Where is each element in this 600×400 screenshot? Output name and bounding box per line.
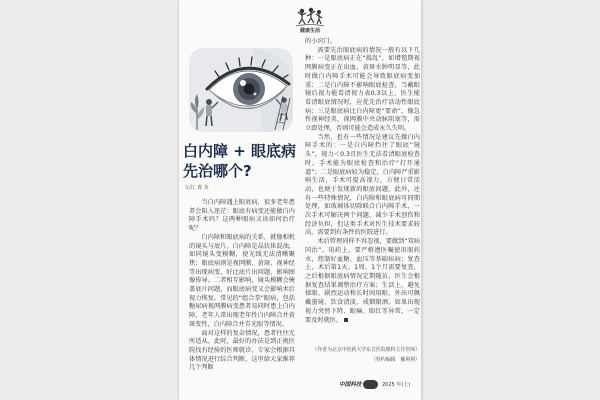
end-square-icon bbox=[344, 318, 348, 322]
magazine-page bbox=[179, 0, 421, 400]
issue-date: 2025 年(上) bbox=[382, 382, 411, 388]
paragraph: 当然，也有一些情况是建议先做白内障手术的：一是白内障挡住了眼底“镜头”，视力＜0.3且医生无法看清眼底检查时，手术能为眼底检查和治疗“打开通道”；二是眼底病较为稳定，白内障严重影响生活，手术可提高视力，方便日常活动，也便于发现新的眼底问题。此外，还有一些特殊情况，白内障和眼底病可同期处理，如玻璃体切除联合白内障手术，一次手术可解决两个问题，减少手术创伤和经济负担，但这类手术对医生技术要求较高，需要到有条件的医院进行。 bbox=[305, 133, 420, 237]
page-footer bbox=[337, 380, 419, 392]
paragraph-continued: 的小窍门。 bbox=[305, 38, 336, 45]
column-logo-text: 健康生活 bbox=[299, 28, 320, 34]
paragraph-last-text: 术后管理同样不容忽视，要做到“双病同治”。用药上，要严格遵医嘱使用眼药水，控制好血糖、血压等基础疾病；复查上，术后第1天、1周、1个月需要复查，之后根据眼底病情况定期随访，医生会根据复查结果调整治疗方案；生活上，避免揉眼、剧烈运动和长时间用眼，外出可佩戴墨镜，饮食清淡，戒烟限酒。如果出现视力突然下降、眼痛、眼红等异常，一定要及时就医。 bbox=[305, 238, 420, 324]
page-number-badge bbox=[363, 380, 378, 389]
magazine-name: 中国科技 bbox=[339, 382, 362, 388]
paragraph: 当白内障遇上眼底病，很多老年患者会陷入迷茫：眼底有病变还能做白内障手术吗？这两种眼病又该如何治疗呢？ bbox=[189, 199, 295, 233]
paragraph-last bbox=[305, 238, 420, 325]
eye-illustration bbox=[183, 44, 296, 134]
article-title-line-2: 先治哪个? bbox=[183, 162, 252, 180]
eye-illustration-icon bbox=[183, 44, 296, 134]
left-text-column bbox=[189, 199, 295, 372]
article-title bbox=[183, 141, 299, 181]
people-cartoon-icon bbox=[295, 6, 325, 28]
author-affiliation-note: （作者为北京中医药大学东方医院眼科主任医师） bbox=[312, 347, 420, 353]
column-logo bbox=[291, 6, 329, 38]
paragraph: 白内障和眼底病的关系，就像相机的镜头与底片。白内障是晶状体混浊，如同镜头变模糊，使光线无法清晰聚焦；眼底病则是视网膜、黄斑、视神经等出现病变，好比底片出问题，影响图像传导。二者相互影响，镜头模糊会掩盖底片问题，而眼底病变又会影响术后视力恢复。常见的“组合拳”眼病，包括糖尿病视网膜病变患者易同时患上白内障，老年人常出现老年性白内障合并黄斑变性，白内障合并青光眼等情况。 bbox=[189, 233, 295, 328]
paragraph: 需要先治眼底病的情况一般有以下几种：一是眼底病正在“捣乱”，如增殖期视网膜病变正在出血、黄斑水肿明显等，此时做白内障手术可能会导致眼底病变加重；二是白内障不影响眼底检查，当戴眼镜后视力能看清视力表0.3以上，医生能看清眼底情况时，应优先治疗活动性眼底病；三是眼底病比白内障更“要命”，像急性视神经炎、视网膜中央动脉阻塞等，需立即处理，否则可能会造成永久失明。 bbox=[305, 46, 420, 133]
editor-note: （特约编辑 戴利利） bbox=[371, 357, 420, 363]
article-title-line-1: 白内障 + 眼底病 bbox=[183, 142, 297, 160]
right-text-column bbox=[305, 38, 420, 345]
article-author: 文/江 睿 负 bbox=[184, 185, 209, 191]
paragraph: 面对这样的复杂情况，患者往往无所适从。此时，最好的办法是到正规医院找有经验的医师就诊，专家会根据具体情况进行综合判断，这里给大家推荐几个判断 bbox=[189, 329, 295, 372]
